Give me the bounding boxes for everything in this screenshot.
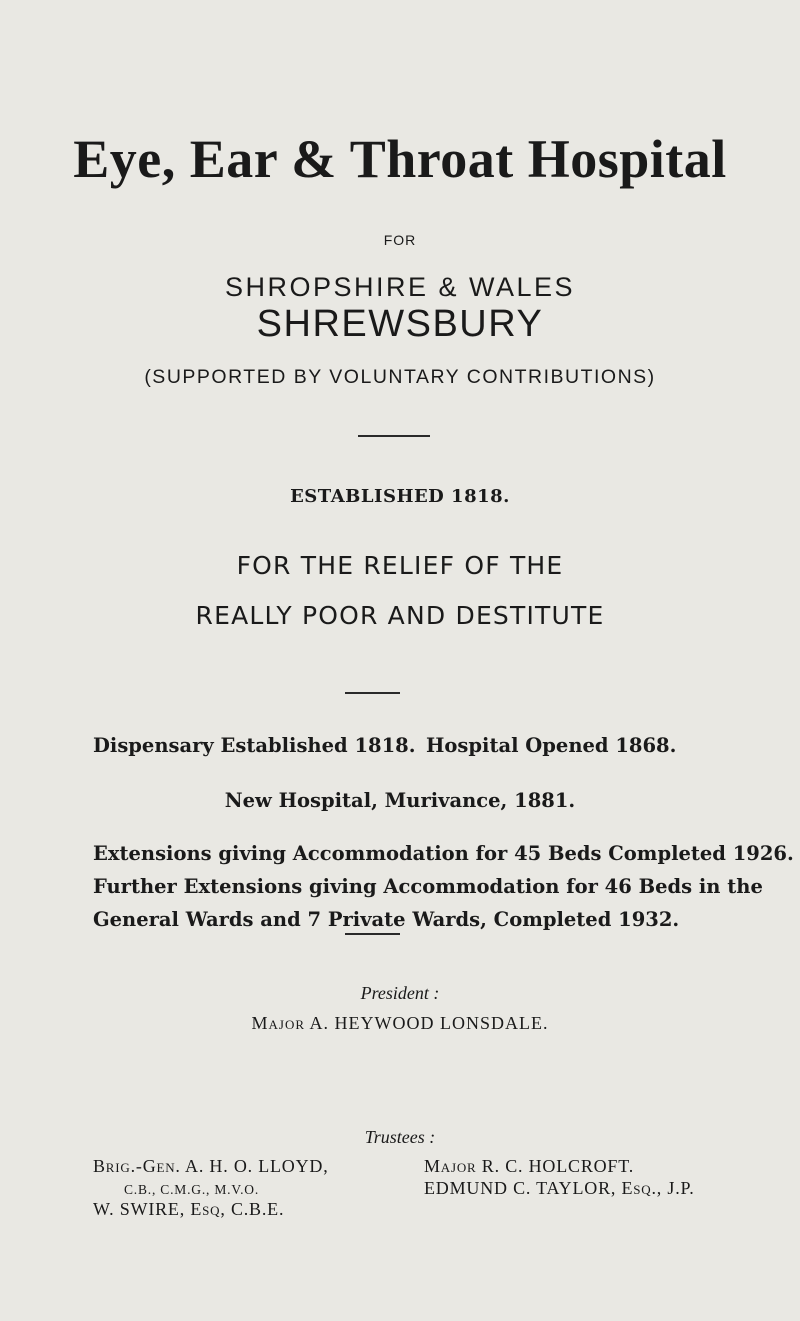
president-label: President : [360,983,440,1003]
extensions-line-2: Further Extensions giving Accommodation for 46 Beds in the [93,875,763,898]
for-label: FOR [383,232,417,248]
dispensary-established: Dispensary Established 1818. [93,734,416,757]
trustee-lloyd: Brig.-Gen. A. H. O. LLOYD, [93,1156,329,1176]
extensions-line-1: Extensions giving Accommodation for 45 Beds Completed 1926. [93,842,794,865]
hospital-opened: Hospital Opened 1868. [426,734,677,757]
relief-line-2: REALLY POOR AND DESTITUTE [195,601,605,630]
town-heading: SHREWSBURY [256,303,544,345]
trustees-label: Trustees : [364,1127,436,1147]
trustee-taylor: EDMUND C. TAYLOR, Esq., J.P. [424,1178,695,1198]
divider-3 [345,933,400,935]
trustee-lloyd-honours: C.B., C.M.G., M.V.O. [124,1182,260,1197]
extensions-line-3: General Wards and 7 Private Wards, Completed 1932. [93,908,680,931]
established-line: ESTABLISHED 1818. [290,486,510,507]
supported-note: (SUPPORTED BY VOLUNTARY CONTRIBUTIONS) [144,366,656,388]
region-heading: SHROPSHIRE & WALES [224,272,576,302]
trustee-holcroft: Major R. C. HOLCROFT. [424,1156,634,1176]
trustee-swire: W. SWIRE, Esq, C.B.E. [93,1199,285,1219]
new-hospital-line: New Hospital, Murivance, 1881. [224,789,576,812]
divider-1 [358,435,430,437]
relief-line-1: FOR THE RELIEF OF THE [236,551,564,580]
president-name: Major A. HEYWOOD LONSDALE. [251,1013,549,1033]
hospital-title: Eye, Ear & Throat Hospital [73,129,727,189]
divider-2 [345,692,400,694]
